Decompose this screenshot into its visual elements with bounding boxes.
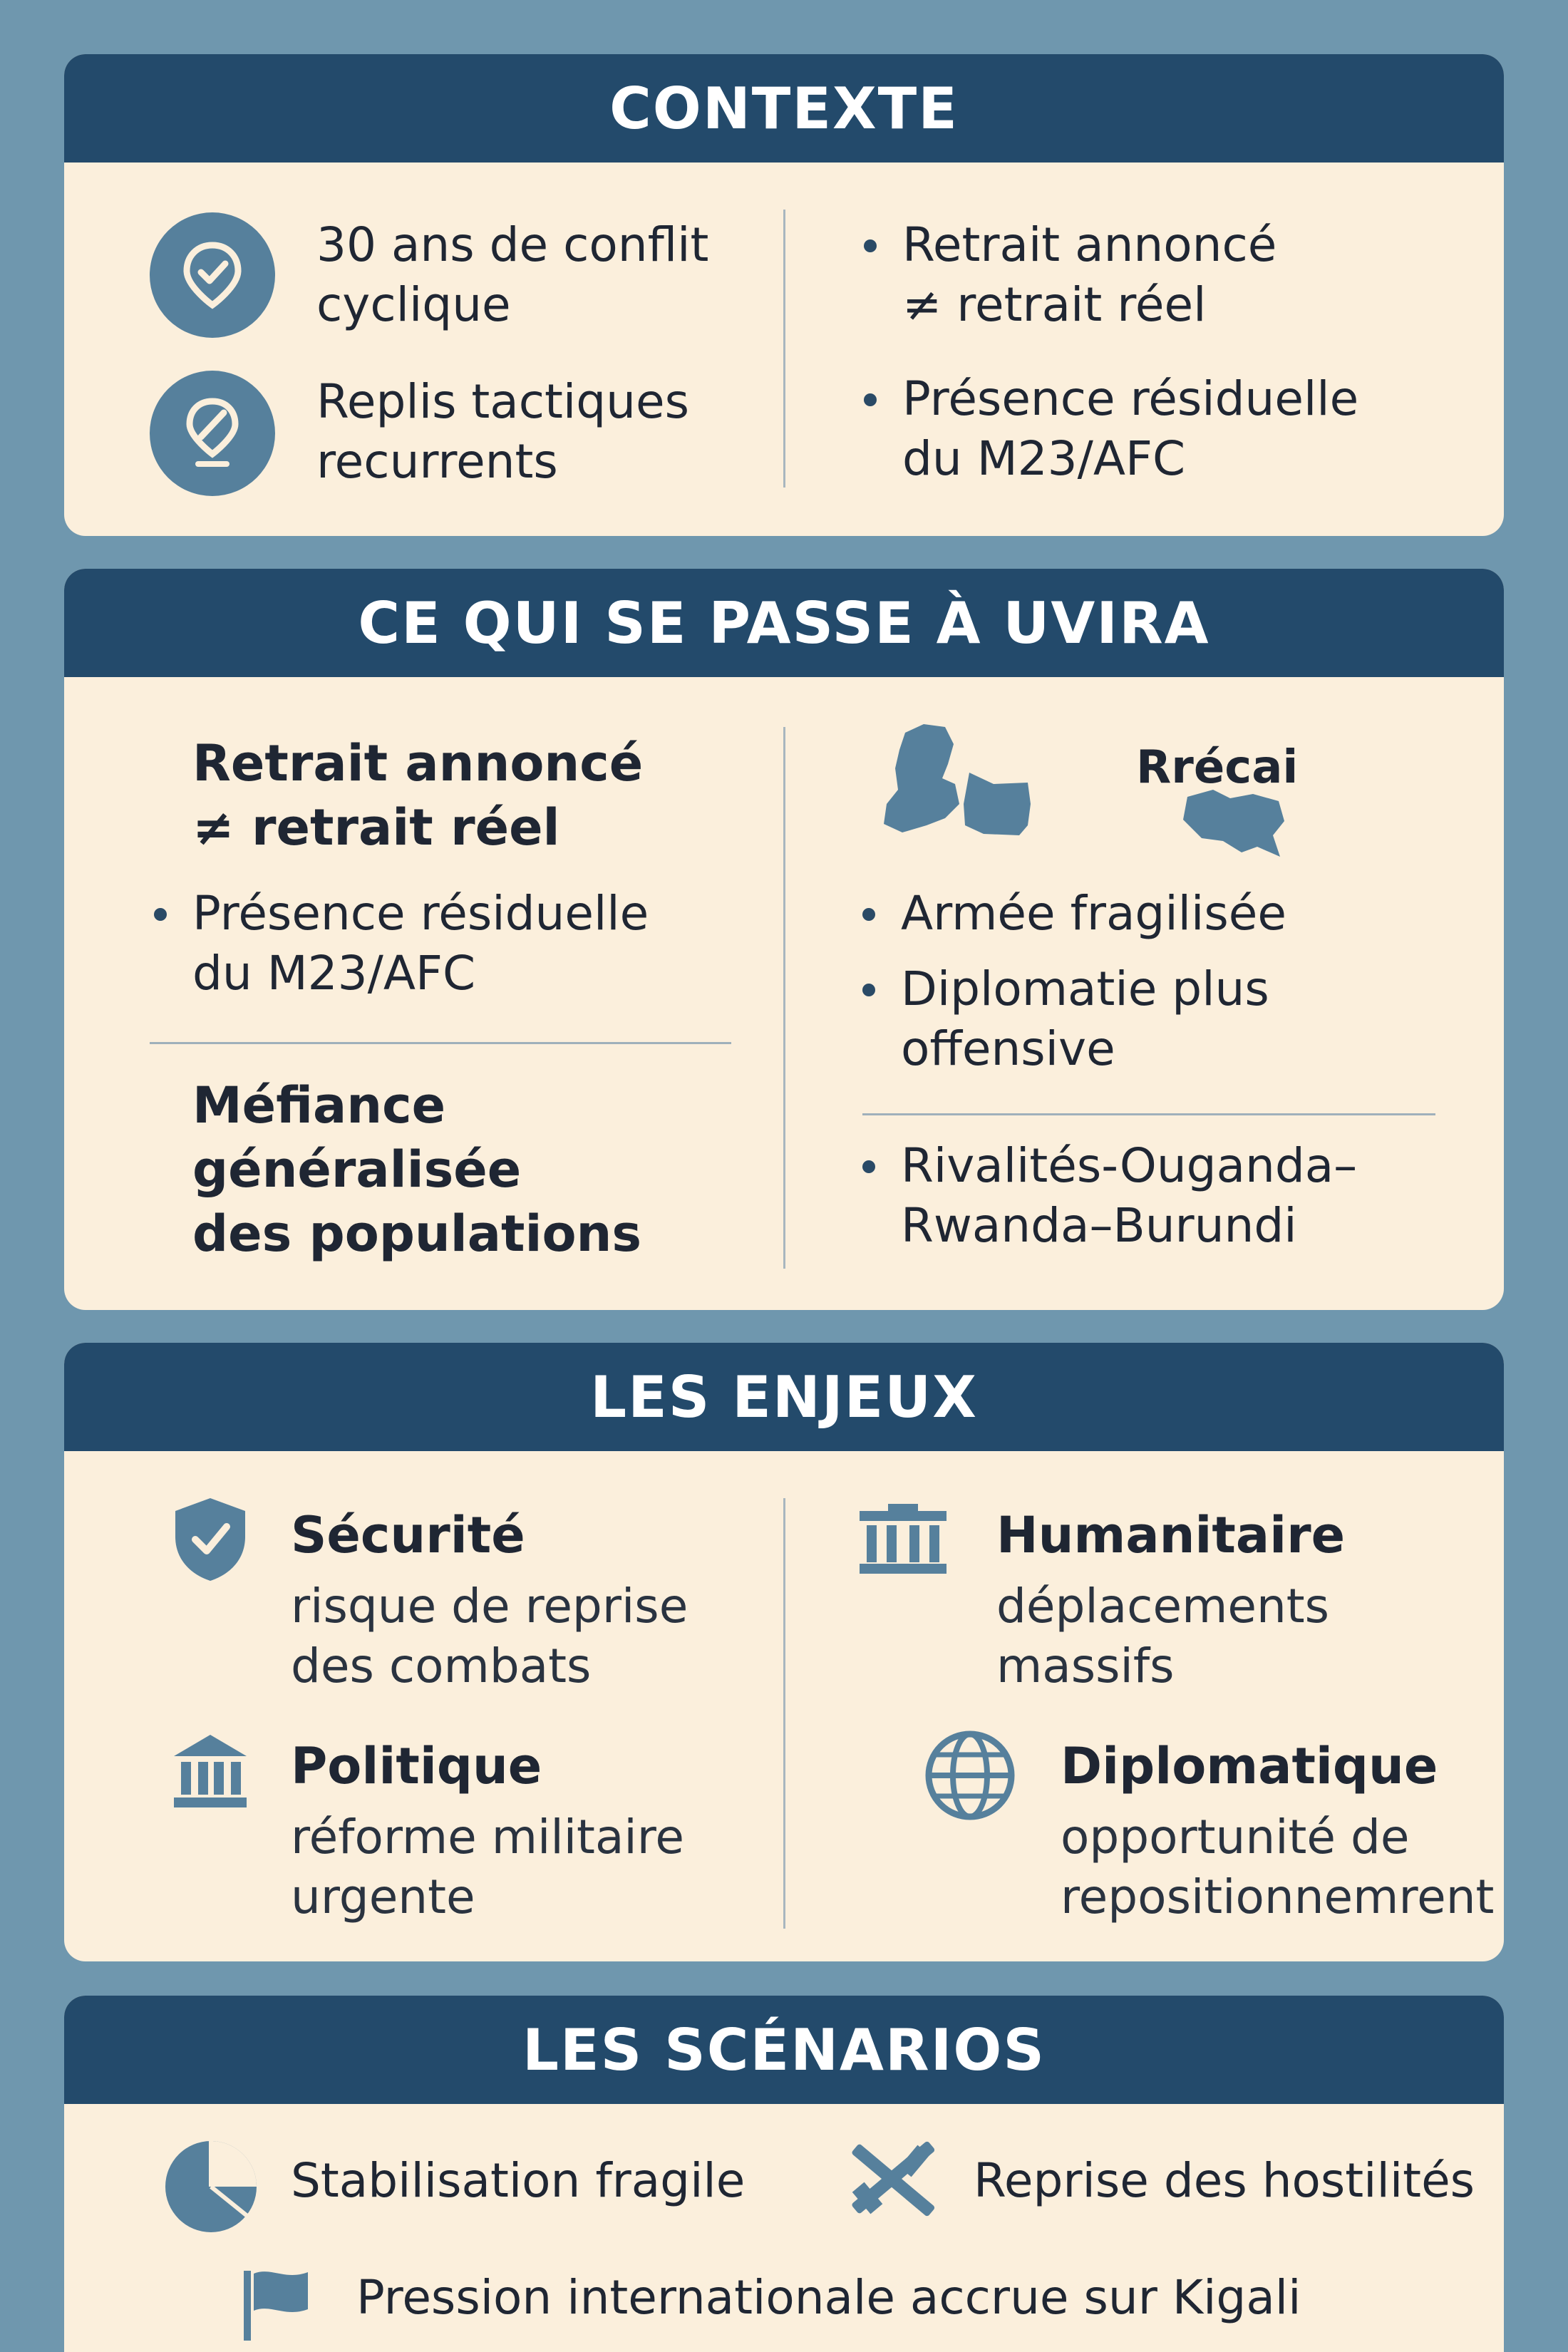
uvira-heading-2-line1: Méfiance [192,1076,446,1135]
uvira-heading-2 [192,1073,748,1266]
map-silhouette-icon [877,718,1076,847]
enjeux-item-humanitaire-desc2: massifs [996,1639,1175,1693]
uvira-heading-2-line2: généralisée [192,1140,522,1199]
enjeux-item-politique-desc1: réforme militaire [291,1810,685,1864]
enjeux-item-securite-desc1: risque de reprise [291,1579,688,1634]
enjeux-item-diplomatique-desc2: repositionnemrent [1061,1869,1495,1924]
uvira-card [64,569,1504,1310]
scenarios-body [64,2104,1504,2352]
crossed-rifles-icon [838,2132,945,2225]
scenario-stabilisation: Stabilisation fragile [291,2153,746,2208]
enjeux-item-humanitaire-desc1: déplacements [996,1579,1330,1634]
contexte-item-2-line1: Replis tactiques [316,374,689,429]
enjeux-item-humanitaire-title: Humanitaire [996,1506,1346,1564]
uvira-right-bullet-1 [858,884,1485,944]
contexte-bullet-2 [860,369,1487,489]
enjeux-item-politique [291,1736,775,1927]
pie-chart-icon [163,2138,259,2235]
enjeux-item-diplomatique [1061,1736,1502,1927]
uvira-heading-2-line3: des populations [192,1205,642,1263]
enjeux-body [64,1451,1504,1961]
enjeux-item-politique-title: Politique [291,1737,542,1795]
map-pin-slash-icon [150,371,275,496]
contexte-title: CONTEXTE [609,75,959,142]
contexte-item-1-line2: cyclique [316,277,511,332]
contexte-bullet-2-line2: du M23/AFC [902,431,1186,486]
shield-check-icon [171,1495,249,1584]
enjeux-item-diplomatique-title: Diplomatique [1061,1737,1438,1795]
enjeux-card [64,1343,1504,1961]
scenarios-title: LES SCÉNARIOS [522,2016,1046,2083]
uvira-header [64,569,1504,677]
contexte-item-1-text [316,215,758,335]
contexte-bullet-1 [860,215,1487,335]
contexte-bullet-1-line2: ≠ retrait réel [902,277,1207,332]
contexte-bullet-1-line1: Retrait annoncé [902,217,1277,272]
enjeux-title: LES ENJEUX [590,1363,978,1430]
contexte-item-2-line2: recurrents [316,434,558,489]
enjeux-item-securite-desc2: des combats [291,1639,592,1693]
uvira-right-bullet-3 [858,1136,1500,1256]
enjeux-item-securite-title: Sécurité [291,1506,525,1564]
uvira-right-bullet-2-line2: offensive [901,1021,1115,1076]
building-columns-icon [857,1504,949,1575]
contexte-item-1-line1: 30 ans de conflit [316,217,709,272]
uvira-right-bullet-1-line1: Armée fragilisée [901,886,1286,941]
uvira-right-bullet-3-line2: Rwanda–Burundi [901,1198,1297,1253]
enjeux-item-humanitaire [996,1505,1495,1696]
globe-icon [924,1729,1016,1822]
enjeux-divider [783,1498,785,1929]
uvira-heading-1-line1: Retrait annoncé [192,734,644,793]
contexte-header [64,54,1504,163]
uvira-heading-1-line2: ≠ retrait réel [192,798,560,857]
contexte-body [64,163,1504,536]
enjeux-item-securite [291,1505,775,1696]
flag-icon [239,2265,318,2343]
uvira-right-bullet-3-line1: Rivalités-Ouganda– [901,1138,1358,1193]
institution-icon [171,1732,249,1810]
uvira-right-bullet-2-line1: Diplomatie plus [901,961,1269,1016]
uvira-body [64,677,1504,1310]
uvira-left-bullet-line2: du M23/AFC [192,946,476,1001]
map-pin-check-icon [150,212,275,338]
scenario-reprise: Reprise des hostilités [974,2153,1475,2208]
contexte-card [64,54,1504,536]
scenarios-card [64,1996,1504,2352]
contexte-divider [783,210,785,488]
enjeux-item-politique-desc2: urgente [291,1869,475,1924]
enjeux-item-diplomatique-desc1: opportunité de [1061,1810,1410,1864]
uvira-map-label: Rrécai [1136,741,1299,794]
uvira-title: CE QUI SE PASSE À UVIRA [358,589,1210,656]
enjeux-header [64,1343,1504,1451]
uvira-divider [783,727,785,1269]
uvira-right-hdivider [862,1113,1435,1115]
uvira-left-bullet [150,884,763,1004]
contexte-bullet-2-line1: Présence résiduelle [902,371,1359,426]
uvira-heading-1 [192,731,748,860]
uvira-right-bullet-2 [858,959,1485,1079]
contexte-item-2-text [316,372,758,492]
uvira-left-bullet-line1: Présence résiduelle [192,886,649,941]
uvira-left-hdivider [150,1042,731,1044]
scenario-pression: Pression internationale accrue sur Kigali [356,2270,1301,2325]
scenarios-header [64,1996,1504,2104]
